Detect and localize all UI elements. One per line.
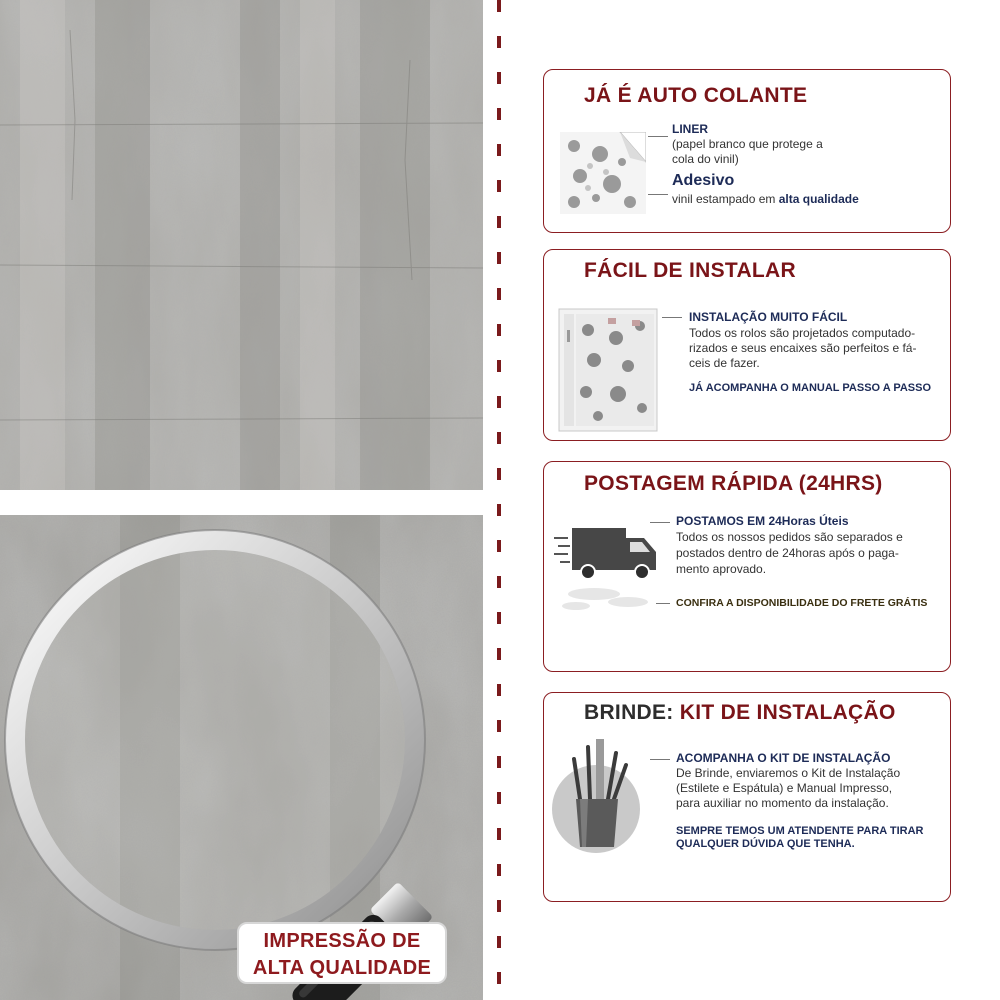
delivery-truck-icon (554, 520, 664, 612)
shipping-heading: POSTAMOS EM 24Horas Úteis (676, 514, 849, 528)
adhesive-label: Adesivo (672, 172, 735, 189)
high-quality-print-label (237, 922, 447, 984)
shipping-line2: postados dentro de 24horas após o paga- (676, 546, 899, 560)
install-heading: INSTALAÇÃO MUITO FÁCIL (689, 310, 848, 324)
card-self-adhesive (543, 69, 951, 233)
liner-desc-line1: (papel branco que protege a (672, 137, 823, 151)
install-line2: rizados e seus encaixes são perfeitos e fá- (689, 341, 917, 355)
kit-line1: De Brinde, enviaremos o Kit de Instalação (676, 766, 901, 780)
liner-desc-line2: cola do vinil) (672, 152, 739, 166)
kit-line2: (Estilete e Espátula) e Manual Impresso, (676, 781, 893, 795)
adhesive-desc-bold: alta qualidade (778, 192, 859, 206)
card-title: FÁCIL DE INSTALAR (584, 259, 796, 282)
vinyl-sample-icon (560, 132, 646, 214)
support-note-line2: QUALQUER DÚVIDA QUE TENHA. (676, 838, 855, 850)
concrete-texture-image (0, 0, 483, 490)
shipping-leader-line (650, 522, 670, 523)
cabinet-icon (558, 308, 658, 432)
kit-line3: para auxiliar no momento da instalação. (676, 796, 889, 810)
card-easy-install (543, 249, 951, 441)
install-line3: ceis de fazer. (689, 356, 760, 370)
shipping-line3: mento aprovado. (676, 562, 767, 576)
free-shipping-note: CONFIRA A DISPONIBILIDADE DO FRETE GRÁTIS (676, 597, 928, 609)
card-fast-shipping (543, 461, 951, 672)
dashed-divider (496, 0, 502, 1000)
tool-cup-icon (550, 729, 646, 855)
card-title: POSTAGEM RÁPIDA (24HRS) (584, 472, 883, 495)
card-title-main: KIT DE INSTALAÇÃO (679, 701, 896, 724)
install-manual-note: JÁ ACOMPANHA O MANUAL PASSO A PASSO (689, 382, 932, 394)
card-title: JÁ É AUTO COLANTE (584, 84, 808, 107)
kit-heading: ACOMPANHA O KIT DE INSTALAÇÃO (676, 751, 891, 765)
shipping-line1: Todos os nossos pedidos são separados e (676, 530, 903, 544)
freight-leader-line (656, 603, 670, 604)
support-note-line1: SEMPRE TEMOS UM ATENDENTE PARA TIRAR (676, 825, 924, 837)
liner-label: LINER (672, 122, 708, 136)
liner-leader-line (648, 136, 668, 137)
card-installation-kit (543, 692, 951, 902)
card-title-prefix: BRINDE: (584, 701, 674, 724)
high-quality-label-line1: IMPRESSÃO DE (263, 930, 421, 952)
adhesive-leader-line (648, 194, 668, 195)
kit-leader-line (650, 759, 670, 760)
install-leader-line (662, 317, 682, 318)
high-quality-label-line2: ALTA QUALIDADE (252, 957, 432, 979)
concrete-texture-preview (0, 0, 483, 490)
adhesive-desc: vinil estampado em (672, 192, 776, 206)
install-line1: Todos os rolos são projetados computado- (689, 326, 916, 340)
